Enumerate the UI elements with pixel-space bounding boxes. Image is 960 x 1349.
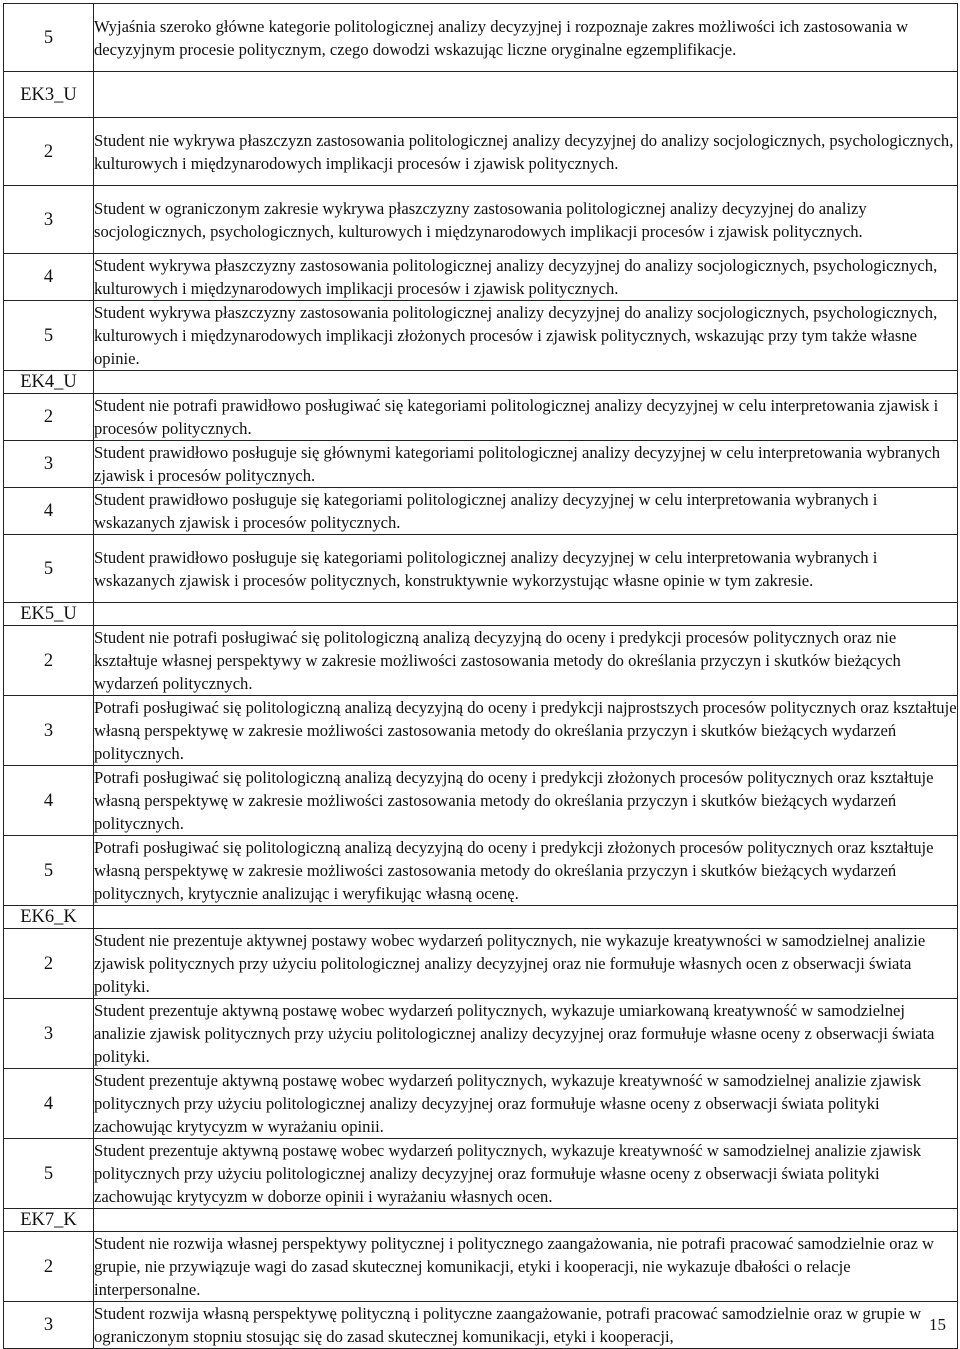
outcome-header-row: [4, 72, 958, 118]
grade-value: 3: [4, 186, 94, 254]
grade-description: Student wykrywa płaszczyzny zastosowania politologicznej analizy decyzyjnej do analizy socjologicznych, psychologicznych, kulturowych i międzynarodowych implikacji złożonych procesów i zjawisk politycznych, wskazując przy tym także własne opinie.: [94, 301, 958, 371]
grade-description: Student prawidłowo posługuje się głównymi kategoriami politologicznej analizy decyzyjnej w celu interpretowania wybranych zjawisk i procesów politycznych.: [94, 441, 958, 488]
grade-description: Student nie potrafi posługiwać się politologiczną analizą decyzyjną do oceny i predykcji procesów politycznych oraz nie kształtuje własnej perspektywy w zakresie możliwości zastosowania metody do określania przyczyn i skutków bieżących wydarzeń politycznych.: [94, 626, 958, 696]
outcome-code: EK4_U: [4, 371, 94, 394]
grade-value: 4: [4, 488, 94, 535]
grade-row: [4, 626, 958, 696]
grade-description: Student nie wykrywa płaszczyzn zastosowania politologicznej analizy decyzyjnej do analizy socjologicznych, psychologicznych, kulturowych i międzynarodowych implikacji procesów i zjawisk politycznych.: [94, 118, 958, 186]
grade-row: [4, 394, 958, 441]
grade-description: Student w ograniczonym zakresie wykrywa płaszczyzny zastosowania politologicznej analizy decyzyjnej do analizy socjologicznych, psychologicznych, kulturowych i międzynarodowych implikacji procesów i zjawisk politycznych.: [94, 186, 958, 254]
outcome-header-row: [4, 1209, 958, 1232]
grade-value: 2: [4, 929, 94, 999]
grade-value: 3: [4, 696, 94, 766]
grade-description: Student wykrywa płaszczyzny zastosowania politologicznej analizy decyzyjnej do analizy socjologicznych, psychologicznych, kulturowych i międzynarodowych implikacji procesów i zjawisk politycznych.: [94, 254, 958, 301]
grade-value: 5: [4, 301, 94, 371]
outcome-code: EK5_U: [4, 603, 94, 626]
outcome-header-row: [4, 371, 958, 394]
grade-row: [4, 999, 958, 1069]
grade-row: [4, 441, 958, 488]
grade-row: [4, 1232, 958, 1302]
outcome-header-row: [4, 906, 958, 929]
grade-row: [4, 118, 958, 186]
outcome-header-spacer: [94, 371, 958, 394]
grade-row: [4, 535, 958, 603]
grade-value: 3: [4, 1302, 94, 1349]
grade-row: [4, 1139, 958, 1209]
grade-description: Student prezentuje aktywną postawę wobec wydarzeń politycznych, wykazuje kreatywność w samodzielnej analizie zjawisk politycznych przy użyciu politologicznej analizy decyzyjnej oraz formułuje własne oceny z obserwacji świata polityki zachowując krytycyzm w wyrażaniu opinii.: [94, 1069, 958, 1139]
grade-value: 2: [4, 118, 94, 186]
outcome-header-spacer: [94, 1209, 958, 1232]
outcome-header-spacer: [94, 603, 958, 626]
grade-row: [4, 696, 958, 766]
outcome-header-row: [4, 603, 958, 626]
grade-value: 2: [4, 626, 94, 696]
grade-row: [4, 254, 958, 301]
grade-value: 5: [4, 4, 94, 72]
grade-row: [4, 488, 958, 535]
grade-value: 2: [4, 1232, 94, 1302]
grade-description: Student nie prezentuje aktywnej postawy wobec wydarzeń politycznych, nie wykazuje kreatywności w samodzielnej analizie zjawisk politycznych przy użyciu politologicznej analizy decyzyjnej oraz nie formułuje własnych ocen z obserwacji świata polityki.: [94, 929, 958, 999]
grade-value: 4: [4, 766, 94, 836]
grade-value: 3: [4, 999, 94, 1069]
grade-row: [4, 766, 958, 836]
grade-description: Potrafi posługiwać się politologiczną analizą decyzyjną do oceny i predykcji złożonych procesów politycznych oraz kształtuje własną perspektywę w zakresie możliwości zastosowania metody do określania przyczyn i skutków bieżących wydarzeń politycznych.: [94, 766, 958, 836]
page-number: 15: [929, 1315, 946, 1334]
grade-value: 5: [4, 535, 94, 603]
grade-value: 2: [4, 394, 94, 441]
grade-row: [4, 186, 958, 254]
grade-row: [4, 836, 958, 906]
outcome-code: EK6_K: [4, 906, 94, 929]
grade-description: Student rozwija własną perspektywę polityczną i polityczne zaangażowanie, potrafi pracować samodzielnie oraz w grupie w ograniczonym stopniu stosując się do zasad skutecznej komunikacji, etyki i kooperacji,: [94, 1302, 958, 1349]
grade-row: [4, 1069, 958, 1139]
grade-description: Potrafi posługiwać się politologiczną analizą decyzyjną do oceny i predykcji złożonych procesów politycznych oraz kształtuje własną perspektywę w zakresie możliwości zastosowania metody do określania przyczyn i skutków bieżących wydarzeń politycznych, krytycznie analizując i weryfikując własną ocenę.: [94, 836, 958, 906]
grade-description: Student prawidłowo posługuje się kategoriami politologicznej analizy decyzyjnej w celu interpretowania wybranych i wskazanych zjawisk i procesów politycznych, konstruktywnie wykorzystując własne opinie w tym zakresie.: [94, 535, 958, 603]
grade-value: 5: [4, 1139, 94, 1209]
outcome-code: EK3_U: [4, 72, 94, 118]
grade-description: Student prezentuje aktywną postawę wobec wydarzeń politycznych, wykazuje kreatywność w samodzielnej analizie zjawisk politycznych przy użyciu politologicznej analizy decyzyjnej oraz formułuje własne oceny z obserwacji świata polityki zachowując krytycyzm w doborze opinii i wyrażaniu własnych ocen.: [94, 1139, 958, 1209]
grade-description: Wyjaśnia szeroko główne kategorie politologicznej analizy decyzyjnej i rozpoznaje zakres możliwości ich zastosowania w decyzyjnym procesie politycznym, czego dowodzi wskazując liczne oryginalne egzemplifikacje.: [94, 4, 958, 72]
grade-row: [4, 301, 958, 371]
grade-row: [4, 929, 958, 999]
grade-description: Student nie rozwija własnej perspektywy politycznej i politycznego zaangażowania, nie potrafi pracować samodzielnie oraz w grupie, nie przywiązuje wagi do zasad skutecznej komunikacji, etyki i kooperacji, nie wykazuje dbałości o relacje interpersonalne.: [94, 1232, 958, 1302]
grade-value: 4: [4, 1069, 94, 1139]
grade-description: Student prezentuje aktywną postawę wobec wydarzeń politycznych, wykazuje umiarkowaną kreatywność w samodzielnej analizie zjawisk politycznych przy użyciu politologicznej analizy decyzyjnej oraz formułuje własne oceny z obserwacji świata polityki.: [94, 999, 958, 1069]
assessment-criteria-table: [3, 3, 958, 1349]
outcome-header-spacer: [94, 906, 958, 929]
grade-value: 5: [4, 836, 94, 906]
grade-value: 3: [4, 441, 94, 488]
outcome-code: EK7_K: [4, 1209, 94, 1232]
grade-row: [4, 4, 958, 72]
grade-description: Student nie potrafi prawidłowo posługiwać się kategoriami politologicznej analizy decyzyjnej w celu interpretowania zjawisk i procesów politycznych.: [94, 394, 958, 441]
grade-row: [4, 1302, 958, 1349]
grade-value: 4: [4, 254, 94, 301]
grade-description: Student prawidłowo posługuje się kategoriami politologicznej analizy decyzyjnej w celu interpretowania wybranych i wskazanych zjawisk i procesów politycznych.: [94, 488, 958, 535]
grade-description: Potrafi posługiwać się politologiczną analizą decyzyjną do oceny i predykcji najprostszych procesów politycznych oraz kształtuje własną perspektywę w zakresie możliwości zastosowania metody do określania przyczyn i skutków bieżących wydarzeń politycznych.: [94, 696, 958, 766]
outcome-header-spacer: [94, 72, 958, 118]
